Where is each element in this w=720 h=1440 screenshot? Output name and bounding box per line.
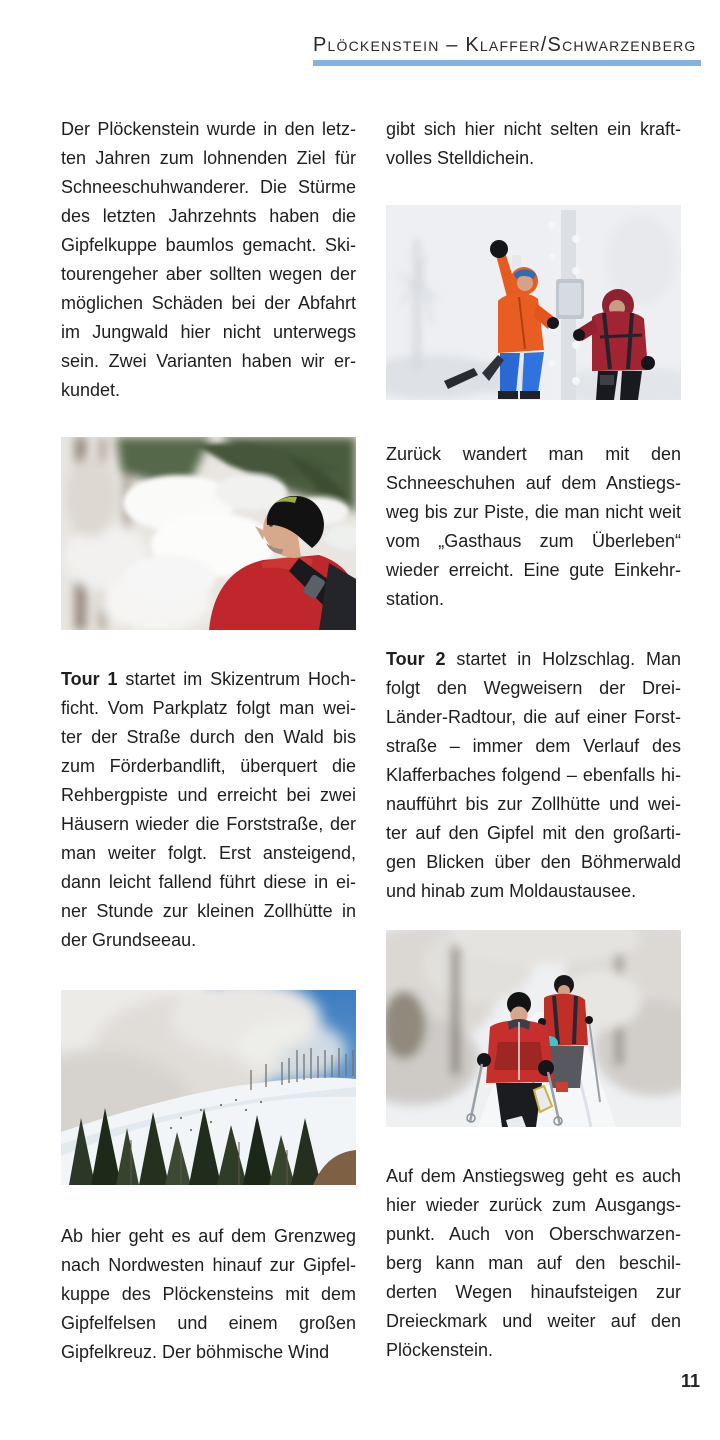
page-title: Plöckenstein – Klaffer/Schwarzenberg: [313, 34, 697, 56]
photo-ski-tourers-trail: [386, 930, 681, 1127]
text-line: straße – immer dem Verlauf des: [386, 736, 681, 756]
photo-hiker-snowy-trees-image: [61, 437, 356, 630]
text-line: berg kann man auf den beschil-: [386, 1253, 681, 1273]
text-line: [61, 665, 356, 694]
text-line: Gipfelkuppe baumlos gemacht. Ski-: [61, 235, 356, 255]
text-line: ten Jahren zum lohnenden Ziel für: [61, 148, 356, 168]
text-line: Plöckenstein.: [386, 1340, 494, 1360]
paragraph-zurueck: [386, 440, 681, 614]
text-run: startet in Holzschlag. Man: [445, 649, 681, 669]
text-line: zum Förderbandlift, überquert die: [61, 756, 356, 776]
text-line: ter auf den Gipfel mit den großarti-: [386, 823, 681, 843]
text-line: Rehbergpiste und erreicht bei zwei: [61, 785, 356, 805]
photo-summit-dome-image: [61, 990, 356, 1185]
text-line: Der Plöckenstein wurde in den letz-: [61, 119, 356, 139]
text-line: Schneeschuhwanderer. Die Stürme: [61, 177, 356, 197]
text-line: folgt den Wegweisern der Drei-: [386, 678, 681, 698]
text-line: gibt sich hier nicht selten ein kraft-: [386, 119, 681, 139]
text-line: Gipfelfelsen und einem großen: [61, 1313, 356, 1333]
text-line: Dreieckmark und weiter auf den: [386, 1311, 681, 1331]
paragraph-intro: [61, 115, 356, 405]
paragraph-intro-continuation: [386, 115, 681, 173]
text-line: Häusern wieder die Forststraße, der: [61, 814, 356, 834]
text-line: ner Stunde zur kleinen Zollhütte in: [61, 901, 356, 921]
left-column: [61, 115, 356, 1367]
right-column: [386, 115, 681, 1365]
text-run: startet im Skizentrum Hoch-: [117, 669, 356, 689]
photo-summit-post-image: [386, 205, 681, 400]
text-line: naufführt bis zur Zollhütte und wei-: [386, 794, 681, 814]
tour-1-label: Tour 1: [61, 669, 118, 689]
text-line: dann leicht fallend führt diese in ei-: [61, 872, 356, 892]
text-line: station.: [386, 589, 445, 609]
text-line: derten Wegen hinaufsteigen zur: [386, 1282, 681, 1302]
text-line: der Grundseeau.: [61, 930, 197, 950]
text-line: Gipfelkreuz. Der böhmische Wind: [61, 1342, 330, 1362]
text-line: des letzten Jahrzehnts haben die: [61, 206, 356, 226]
text-line: Länder-Radtour, die auf einer Forst-: [386, 707, 681, 727]
text-line: ter der Straße durch den Wald bis: [61, 727, 356, 747]
paragraph-tour-2: [386, 645, 681, 906]
paragraph-tour-1: [61, 665, 356, 955]
text-line: kundet.: [61, 380, 121, 400]
text-line: möglichen Schäden bei der Abfahrt: [61, 293, 356, 313]
text-line: [386, 645, 681, 674]
paragraph-grenzweg: [61, 1222, 356, 1367]
text-line: wieder erreicht. Eine gute Einkehr-: [386, 560, 681, 580]
text-line: kuppe des Plöckensteins mit dem: [61, 1284, 356, 1304]
text-line: tourengeher aber sollten wegen der: [61, 264, 356, 284]
text-line: weg bis zur Piste, die man nicht weit: [386, 502, 681, 522]
text-line: nach Nordwesten hinauf zur Gipfel-: [61, 1255, 356, 1275]
text-line: Schneeschuhen auf dem Anstiegs-: [386, 473, 681, 493]
photo-hiker-snowy-trees: [61, 437, 356, 630]
text-line: hier wieder zurück zum Ausgangs-: [386, 1195, 681, 1215]
text-line: und hinab zum Moldaustausee.: [386, 881, 637, 901]
text-line: vom „Gasthaus zum Überleben“: [386, 531, 681, 551]
text-line: gen Blicken über den Böhmerwald: [386, 852, 681, 872]
text-line: Zurück wandert man mit den: [386, 444, 681, 464]
paragraph-tour-2-continuation: [386, 674, 681, 906]
photo-summit-post-fog: [386, 205, 681, 400]
photo-summit-dome-landscape: [61, 990, 356, 1185]
text-line: Ab hier geht es auf dem Grenzweg: [61, 1226, 356, 1246]
text-line: volles Stelldichein.: [386, 148, 535, 168]
title-underline: [313, 60, 701, 66]
page-number: 11: [680, 1371, 700, 1391]
photo-ski-tourers-image: [386, 930, 681, 1127]
text-line: Klafferbaches folgend – ebenfalls hi-: [386, 765, 681, 785]
paragraph-tour-1-continuation: [61, 694, 356, 955]
paragraph-rueckweg: [386, 1162, 681, 1365]
text-line: punkt. Auch von Oberschwarzen-: [386, 1224, 681, 1244]
text-line: Auf dem Anstiegsweg geht es auch: [386, 1166, 681, 1186]
text-line: ficht. Vom Parkplatz folgt man wei-: [61, 698, 356, 718]
tour-2-label: Tour 2: [386, 649, 446, 669]
text-line: im Jungwald hier nicht unterwegs: [61, 322, 356, 342]
text-line: man weiter folgt. Erst ansteigend,: [61, 843, 356, 863]
text-line: sein. Zwei Varianten haben wir er-: [61, 351, 356, 371]
